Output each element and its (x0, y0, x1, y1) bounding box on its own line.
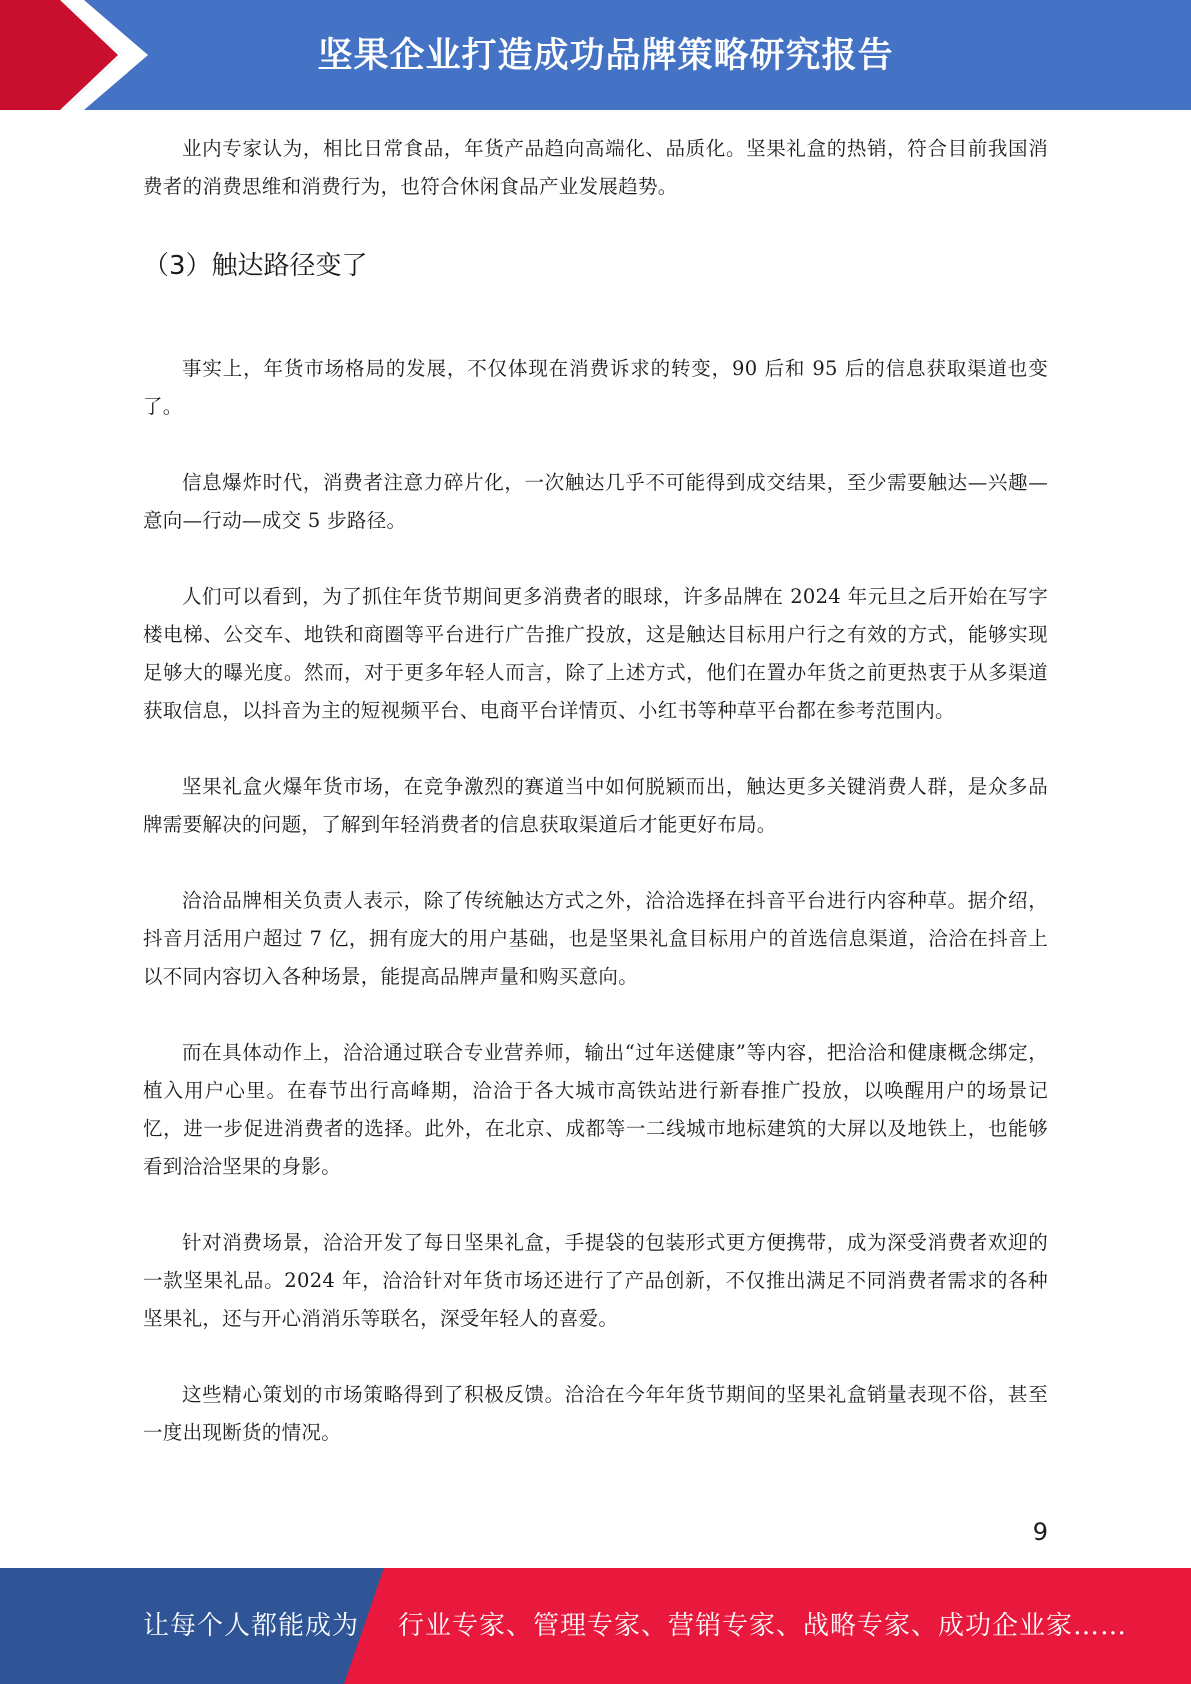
paragraph: 这些精心策划的市场策略得到了积极反馈。洽洽在今年年货节期间的坚果礼盒销量表现不俗，甚至一度出现断货的情况。 (143, 1383, 1048, 1444)
page-header (0, 0, 1191, 110)
paragraph: 而在具体动作上，洽洽通过联合专业营养师，输出“过年送健康”等内容，把洽洽和健康概念绑定，植入用户心里。在春节出行高峰期，洽洽于各大城市高铁站进行新春推广投放，以唤醒用户的场景记忆，进一步促进消费者的选择。此外，在北京、成都等一二线城市地标建筑的大屏以及地铁上，也能够看到洽洽坚果的身影。 (143, 1041, 1048, 1178)
footer-slogan-left: 让每个人都能成为 (143, 1611, 360, 1641)
intro-paragraph: 业内专家认为，相比日常食品，年货产品趋向高端化、品质化。坚果礼盒的热销，符合目前我国消费者的消费思维和消费行为，也符合休闲食品产业发展趋势。 (143, 137, 1048, 198)
paragraph: 信息爆炸时代，消费者注意力碎片化，一次触达几乎不可能得到成交结果，至少需要触达—兴趣—意向—行动—成交 5 步路径。 (143, 471, 1048, 532)
paragraph: 事实上，年货市场格局的发展，不仅体现在消费诉求的转变，90 后和 95 后的信息获取渠道也变了。 (143, 357, 1048, 418)
page-number: 9 (1032, 1518, 1048, 1546)
document-body (143, 130, 1048, 1490)
footer-slogan-right: 行业专家、管理专家、营销专家、战略专家、成功企业家…… (398, 1611, 1128, 1641)
paragraph: 坚果礼盒火爆年货市场，在竞争激烈的赛道当中如何脱颖而出，触达更多关键消费人群，是众多品牌需要解决的问题，了解到年轻消费者的信息获取渠道后才能更好布局。 (143, 775, 1048, 836)
paragraph: 针对消费场景，洽洽开发了每日坚果礼盒，手提袋的包装形式更方便携带，成为深受消费者欢迎的一款坚果礼品。2024 年，洽洽针对年货市场还进行了产品创新，不仅推出满足不同消费者需求的各种坚果礼，还与开心消消乐等联名，深受年轻人的喜爱。 (143, 1231, 1048, 1330)
paragraph: 洽洽品牌相关负责人表示，除了传统触达方式之外，洽洽选择在抖音平台进行内容种草。据介绍，抖音月活用户超过 7 亿，拥有庞大的用户基础，也是坚果礼盒目标用户的首选信息渠道，洽洽在抖音上以不同内容切入各种场景，能提高品牌声量和购买意向。 (143, 889, 1048, 988)
paragraph: 人们可以看到，为了抓住年货节期间更多消费者的眼球，许多品牌在 2024 年元旦之后开始在写字楼电梯、公交车、地铁和商圈等平台进行广告推广投放，这是触达目标用户行之有效的方式，能够实现足够大的曝光度。然而，对于更多年轻人而言，除了上述方式，他们在置办年货之前更热衷于从多渠道获取信息，以抖音为主的短视频平台、电商平台详情页、小红书等种草平台都在参考范围内。 (143, 585, 1048, 722)
section-heading: （3）触达路径变了 (143, 251, 368, 281)
report-title: 坚果企业打造成功品牌策略研究报告 (317, 36, 894, 76)
page-footer (0, 1568, 1191, 1684)
